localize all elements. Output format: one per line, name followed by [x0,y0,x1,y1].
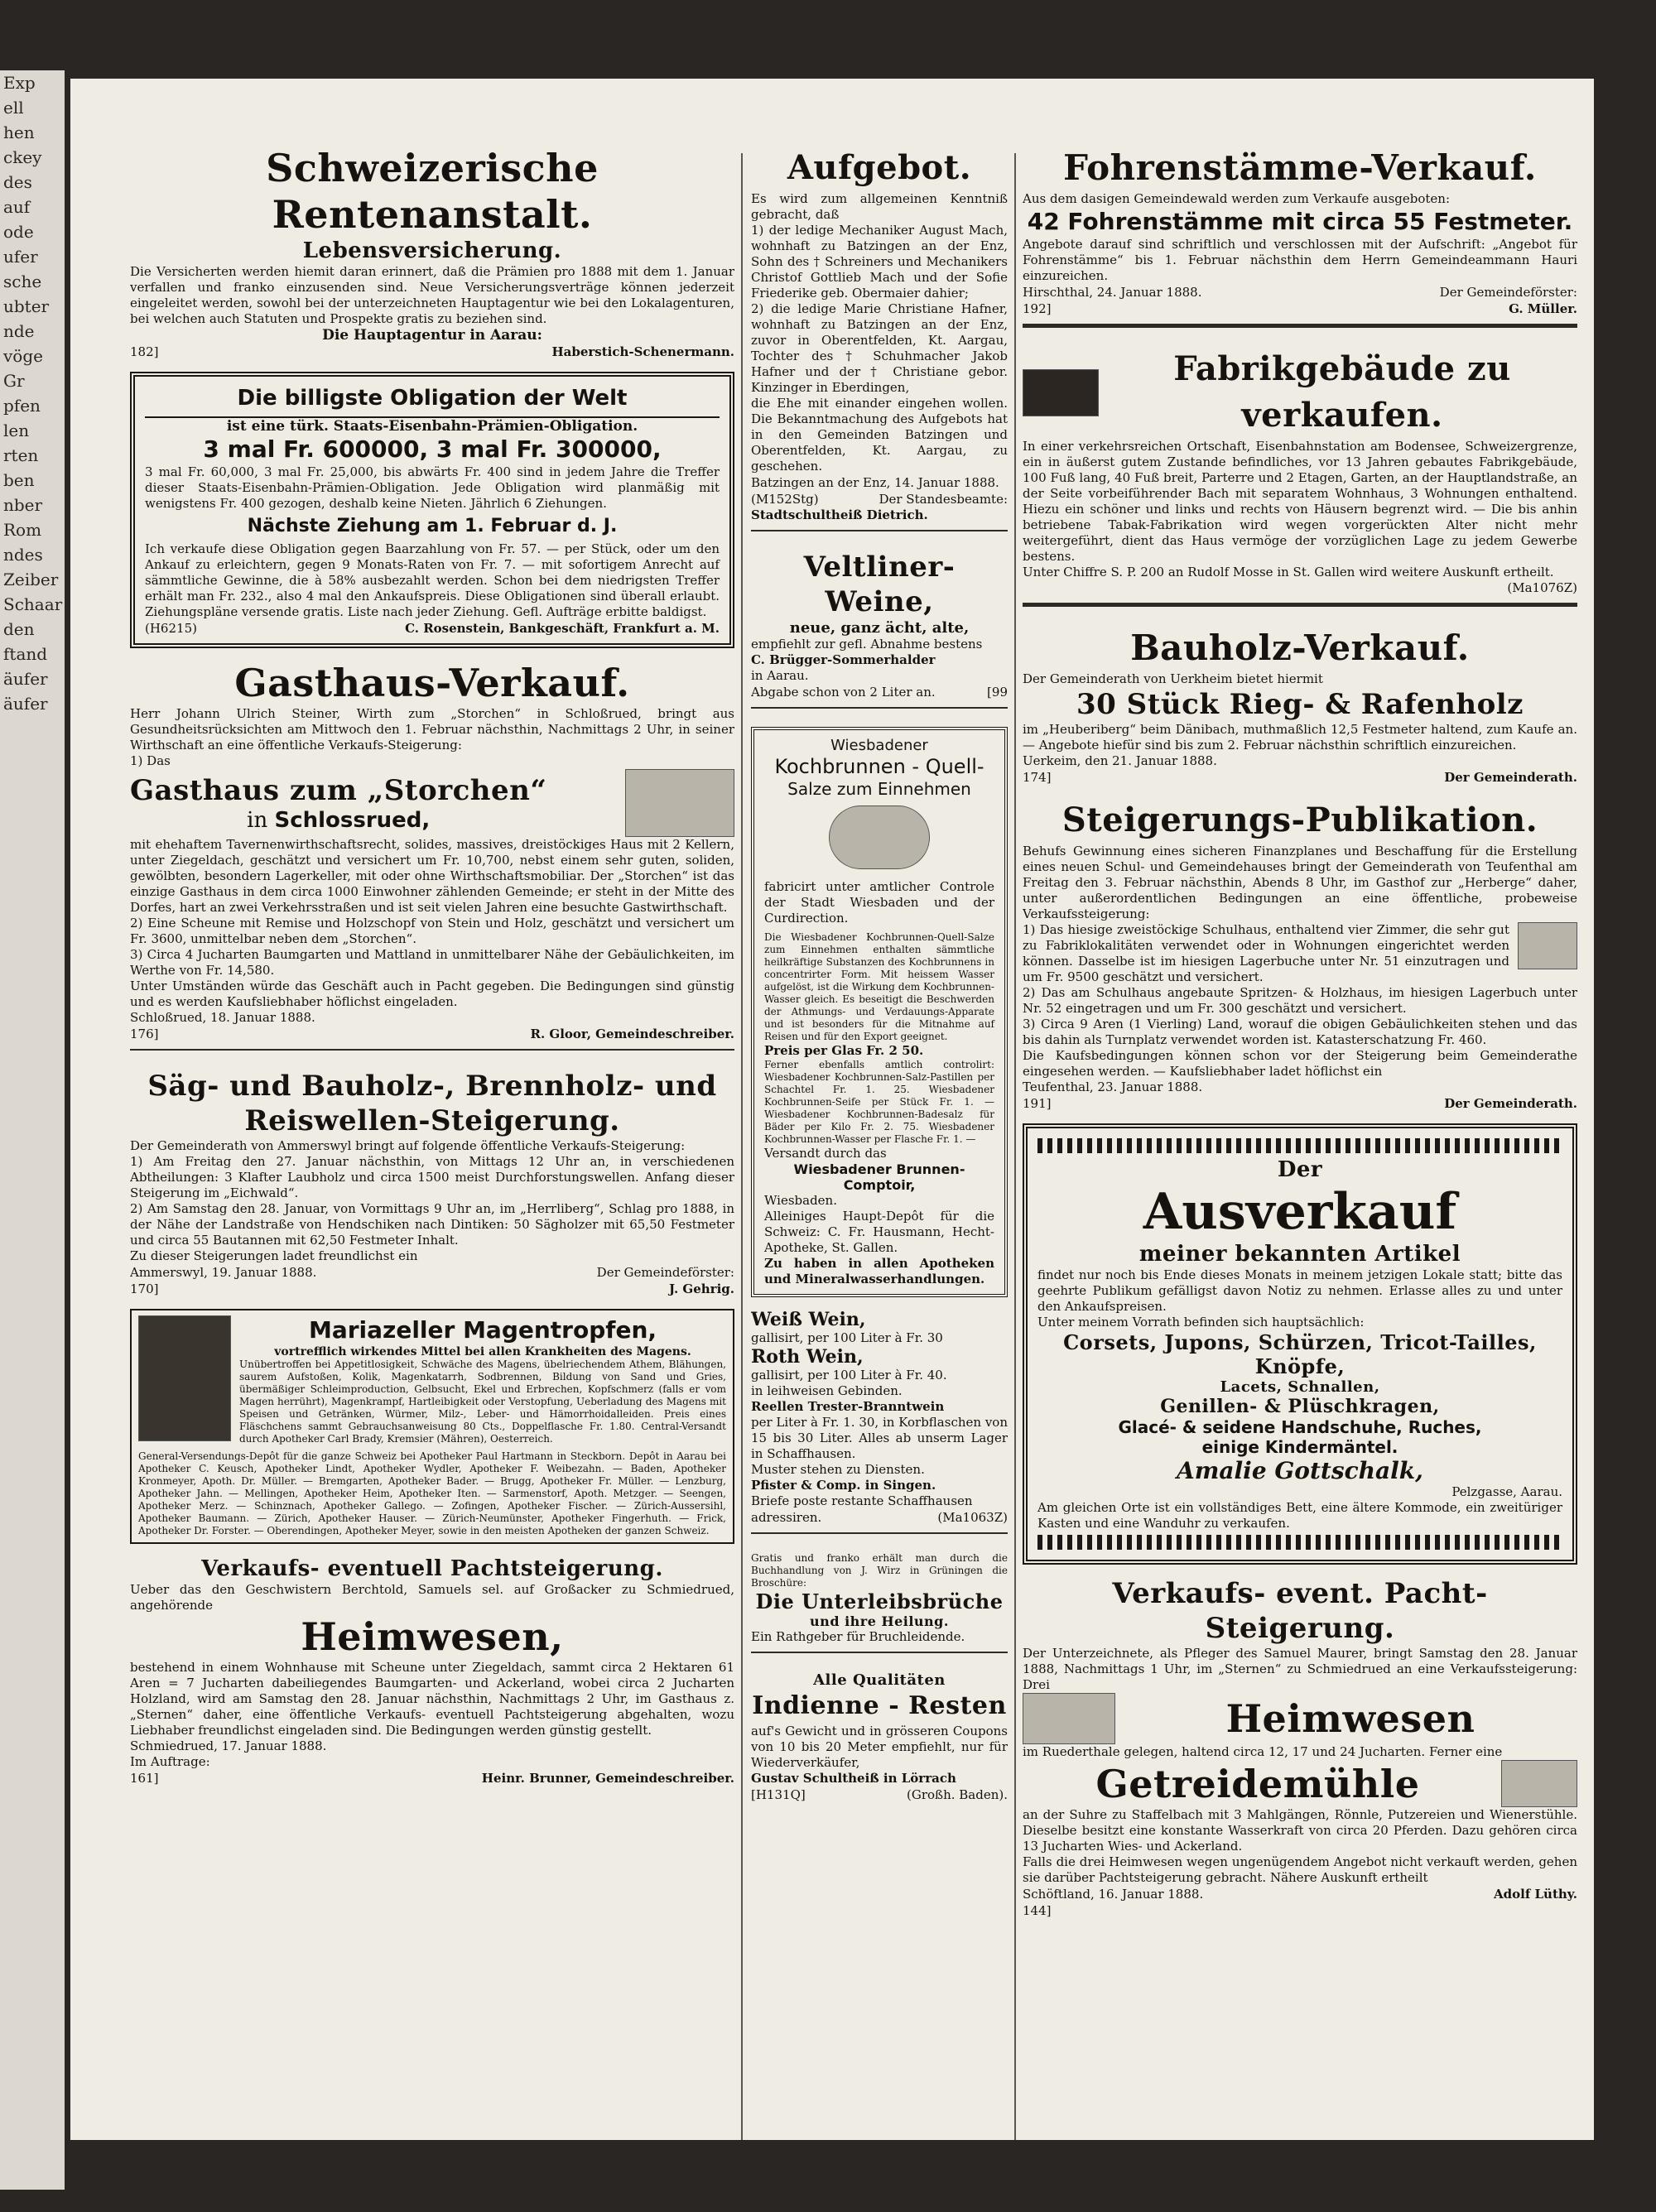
ad-steigerung [1023,797,1577,1112]
depot-list: General-Versendungs-Depôt für die ganze Schweiz bei Apotheker Paul Hartmann in Steckborn. Depôt in Aarau bei Apotheker C. Keusch, Apotheker Lindt, Apotheker Wydler, Apotheker F. Weibezahn. — Baden, Apotheker Kronmeyer, Apoth. Dr. Müller. — Bremgarten, Apotheker Bader. — Brugg, Apotheker Fr. Müller. — Lenzburg, Apotheker Jahn. — Mellingen, Apotheker Heim, Apotheker Iten. — Sarmenstorf, Apoth. Metzger. — Seengen, Apotheker Merz. — Schinznach, Apotheker Gallego. — Zofingen, Apotheker Fischer. — Zürich-Aussersihl, Apotheker Baumann. — Zürich, Apotheker Hauser. — Zürich-Neumünster, Apotheker Fingerhuth. — Frick, Apotheker Dr. Forster. — Oberendingen, Apotheker Meyer, sowie in den meisten Apotheken der ganzen Schweiz. [138,1450,726,1536]
samples: Muster stehen zu Diensten. [751,1462,925,1477]
white-wine-price: gallisirt, per 100 Liter à Fr. 30 [751,1330,943,1345]
ad-date: Schloßrued, 18. Januar 1888. [130,1010,315,1025]
divider [751,707,1008,709]
ad-date: Schöftland, 16. Januar 1888. [1023,1887,1204,1902]
ad-title: Mariazeller Magentropfen, [308,1316,657,1344]
mill-illustration [1501,1760,1577,1807]
ad-date: Ammerswyl, 19. Januar 1888. [130,1265,317,1280]
ad-pacht [1023,1576,1577,1919]
stock-items-3: Genillen- & Plüschkragen, [1160,1396,1440,1417]
depot: Alleiniges Haupt-Depôt für die Schweiz: C. Fr. Hausmann, Hecht-Apotheke, St. Gallen. [764,1209,994,1255]
ad-number: 182] [130,344,159,359]
ad-tail: Falls die drei Heimwesen wegen ungenügendem Angebot nicht verkauft werden, gehen sie darüber Pachtsteigerung gebracht. Nähere Auskunft ertheilt [1023,1854,1577,1885]
ad-ausverkauf [1023,1123,1577,1565]
firm-address: Pelzgasse, Aarau. [1451,1484,1562,1499]
item-3: 3) Circa 4 Jucharten Baumgarten und Mattland in unmittelbarer Nähe der Gebäulichkeiten, im Werthe von Fr. 14,580. [130,947,734,978]
ad-number: (H6215) [145,621,197,636]
strip-line: ell [3,98,24,118]
divider [751,1532,1008,1534]
stock-items-4: Glacé- & seidene Handschuhe, Ruches, [1118,1417,1482,1437]
ad-title: Ausverkauf [1143,1183,1457,1241]
ad-intro: Behufs Gewinnung eines sicheren Finanzplanes und Beschaffung für die Erstellung eines neuen Schul- und Gemeindehauses bringt der Gemeinderath von Teufenthal am Freitag den 3. Februar nächsthin, Abends 8 Uhr, im Gasthof zur „Herberge“ daher, unter außerordentlichen Bedingungen an eine öffentliche, probeweise Verkaufssteigerung: [1023,844,1577,921]
firm-name: Gustav Schultheiß in Lörrach [751,1771,956,1786]
divider [1023,324,1577,328]
ad-number: (Ma1063Z) [937,1510,1008,1525]
strip-line: ubter [3,296,50,316]
ad-title: Aufgebot. [787,148,972,187]
ad-body: Die Wiesbadener Kochbrunnen-Quell-Salze zum Einnehmen enthalten sämmtliche heilkräftige Substanzen des Kochbrunnens in concentrirter Form. Mit heissem Wasser aufgelöst, ist die Wirkung dem Kochbrunnen-Wasser gleich. Es beseitigt die Beschwerden der Athmungs- und Verdauungs-Apparate und ist besonders für die Mitnahme auf Reisen und für den Export geeignet. [764,931,994,1042]
ad-rentenanstalt [130,145,734,360]
ad-saegholz [130,1069,734,1297]
ad-intro: ist eine türk. Staats-Eisenbahn-Prämien-Obligation. [226,418,638,435]
ad-subtitle: vortrefflich wirkendes Mittel bei allen Krankheiten des Magens. [274,1345,691,1358]
item-1: 1) Das hiesige zweistöckige Schulhaus, enthaltend vier Zimmer, die sehr gut zu Fabriklokalitäten verwendet oder in Wohnungen eingerichtet werden können. Dasselbe ist im hiesigen Lagerbuche unter Nr. 51 einzutragen und um Fr. 9500 geschätzt und versichert. [1023,922,1509,984]
strip-line: Zeiber [3,570,59,589]
ad-fabrik [1023,346,1577,613]
adjacent-page-strip [0,70,65,2190]
ad-date: Hirschthal, 24. Januar 1888. [1023,285,1202,300]
ad-body: In einer verkehrsreichen Ortschaft, Eisenbahnstation am Bodensee, Schweizergrenze, ein in äußerst gutem Zustande befindliches, vor 13 Jahren gebautes Fabrikgebäude, 100 Fuß lang, 40 Fuß breit, Parterre und 2 Etagen, Garten, an der Hauptlandstraße, an der Seite vorbeiführender Bach mit separatem Wohnhaus, 3 Wohnungen enthaltend. Hiezu ein schöner und links und rechts von Häusern begrenzt wird. — Die bis anhin betriebene Tabak-Fabrikation wird wegen vorgerückten Alter nicht mehr weitergeführt, dient das Haus vermöge der vorzüglichen Lage zu jedem Gewerbe bestens. [1023,439,1577,564]
border-ornament [1037,1535,1562,1550]
item-1: 1) Am Freitag den 27. Januar nächsthin, von Mittags 12 Uhr an, in verschiedenen Abtheilungen: 3 Klafter Laubholz und circa 1500 meist Durchforstungswellen. Anfang dieser Steigerung im „Eichwald“. [130,1154,734,1200]
ad-body: Unübertroffen bei Appetitlosigkeit, Schwäche des Magens, übelriechendem Athem, Blähungen, saurem Aufstoßen, Kolik, Magenkatarrh, Sodbrennen, Bildung von Sand und Gries, übermäßiger Schleimproduction, Gelbsucht, Ekel und Erbrechen, Kopfschmerz (falls er vom Magen herrührt), Magenkrampf, Hartleibigkeit oder Verstopfung, Ueberladung des Magens mit Speisen und Getränken, Würmer, Milz-, Leber- und Hämorrhoidalleiden. Preis eines Fläschchens sammt Gebrauchsanweisung 80 Cts., Doppelflasche Fr. 1.80. Central-Versandt durch Apotheker Carl Brady, Kremsier (Mähren), Oesterreich. [239,1358,726,1445]
factory-icon [1023,369,1099,416]
white-wine: Weiß Wein, [751,1309,866,1330]
column-middle [751,145,1008,1815]
ad-highlight: 42 Fohrenstämme mit circa 55 Festmeter. [1027,208,1573,235]
ad-number: 174] [1023,770,1052,785]
item-1: 1) der ledige Mechaniker August Mach, wohnhaft zu Batzingen an der Enz, Sohn des † Schreiners und Mechanikers Christof Gottlieb Mach und der Sofie Friederike geb. Obermaier dahier; [751,223,1008,301]
signer: J. Gehrig. [669,1282,734,1296]
ad-intro: Der Unterzeichnete, als Pfleger des Samuel Maurer, bringt Samstag den 28. Januar 1888, Nachmittags 1 Uhr, im „Sternen“ zu Schmiedrued an eine Verkaufssteigerung: Drei [1023,1646,1577,1692]
strip-line: vöge [3,346,43,366]
coat-of-arms-emblem [829,805,930,869]
ad-title: Die Unterleibsbrüche [755,1589,1004,1613]
divider [130,1049,734,1051]
ad-number: [H131Q] [751,1787,806,1802]
column-left [130,145,734,1798]
ad-title: Die billigste Obligation der Welt [145,383,720,418]
border-ornament [1037,1138,1562,1153]
item-2: 2) die ledige Marie Christiane Hafner, wohnhaft zu Batzingen an der Enz, zuvor in Oberentfelden, Kt. Aargau, Tochter des † Schuhmacher Jakob Hafner und der † Christiane gebor. Kinzinger in Eberdingen, [751,301,1008,395]
ad-body: Die Versicherten werden hiemit daran erinnert, daß die Prämien pro 1888 mit dem 1. Januar verfallen und franko einzusenden sind. Neue Versicherungsverträge können jederzeit eingeleitet werden, sowohl bei der unterzeichneten Hauptagentur wie bei den Lokalagenturen, bei welchen auch Statuten und Prospekte gratis zu beziehen sind. [130,264,734,326]
ad-date: Teufenthal, 23. Januar 1888. [1023,1080,1203,1094]
ad-wein [751,1309,1008,1541]
column-rule [1014,153,1016,2140]
ad-weine [751,550,1008,715]
brandy-details: per Liter à Fr. 1. 30, in Korbflaschen von 15 bis 30 Liter. Alles ab unserm Lager in Schaffhausen. [751,1415,1008,1461]
item-2: 2) Eine Scheune mit Remise und Holzschopf von Stein und Holz, geschätzt und versichert um Fr. 3600, unmittelbar neben dem „Storchen“. [130,916,734,946]
strip-line: pfen [3,396,41,416]
ad-subtitle: Salze zum Einnehmen [787,779,971,799]
newspaper-page [70,79,1594,2140]
divider [1023,603,1577,607]
column-rule [741,153,743,2140]
ad-title: Fabrikgebäude zu verkaufen. [1173,349,1511,435]
column-right [1023,145,1577,1931]
strip-line: ode [3,222,34,242]
ad-fohren [1023,145,1577,334]
strip-line: len [3,421,30,440]
strip-line: ufer [3,247,38,267]
strip-line: ckey [3,147,42,167]
signer: G. Müller. [1509,301,1577,316]
ad-number: 161] [130,1771,159,1786]
stock-items-2: Lacets, Schnallen, [1220,1378,1380,1396]
divider [751,530,1008,531]
building-illustration [625,769,734,837]
ad-title: Schweizerische Rentenanstalt. [266,146,599,237]
property-name: Heimwesen [1225,1696,1475,1741]
stock-items-1: Corsets, Jupons, Schürzen, Tricot-Tailles, Knöpfe, [1063,1330,1537,1378]
signer-role: Der Gemeindeförster: [1439,285,1577,300]
ad-control: fabricirt unter amtlicher Controle der Stadt Wiesbaden und der Curdirection. [764,879,994,926]
ad-title: Veltliner-Weine, [803,551,956,618]
ad-intro: Gratis und franko erhält man durch die Buchhandlung von J. Wirz in Grüningen die Broschüre: [751,1552,1008,1589]
ad-body: mit ehehaftem Tavernenwirthschaftsrecht, solides, massives, dreistöckiges Haus mit 2 Kellern, unter Ziegeldach, geschätzt und versichert um Fr. 10,700, nebst einem sehr guten, soliden, gewölbten, besondern Lagerkeller, mit oder ohne Wirthschaftsmobiliar. Der „Storchen“ ist das einzige Gasthaus in dem circa 1000 Einwohner zählenden Gemeinde; er steht in der Mitte des Dorfes, hart an zwei Verkehrsstraßen und ist seit vielen Jahren eine besuchte Gastwirthschaft. [130,837,734,915]
ad-title: Säg- und Bauholz-, Brennholz- und [147,1070,717,1103]
signer: Heinr. Brunner, Gemeindeschreiber. [481,1771,734,1786]
brandy: Reellen Trester-Branntwein [751,1399,945,1414]
comptoir: Wiesbadener Brunnen-Comptoir, [793,1161,965,1193]
ad-intro: Ueber das den Geschwistern Berchtold, Samuels sel. auf Großacker zu Schmiedrued, angehörende [130,1582,734,1613]
strip-line: ftand [3,644,48,664]
place-prefix: in [247,808,268,833]
commission-label: Im Auftrage: [130,1754,210,1769]
strip-line: den [3,619,35,639]
strip-line: auf [3,197,31,217]
stock-intro: Unter meinem Vorrath befinden sich hauptsächlich: [1037,1315,1365,1330]
barrels: in leihweisen Gebinden. [751,1383,903,1398]
ad-obligation [130,372,734,648]
farmhouse-illustration [1023,1693,1115,1744]
ad-tail: Zu dieser Steigerungen ladet freundlichst ein [130,1248,418,1263]
ad-unterleib [751,1552,1008,1660]
ad-intro: Es wird zum allgemeinen Kenntniß gebracht, daß [751,191,1008,222]
firm-name: C. Rosenstein, Bankgeschäft, Frankfurt a. M. [405,621,720,636]
strip-line: Exp [3,73,36,93]
ad-number: (Ma1076Z) [1507,580,1577,595]
signer: Adolf Lüthy. [1493,1887,1577,1902]
strip-line: Rom [3,520,42,540]
ad-more: Ferner ebenfalls amtlich controlirt: Wiesbadener Kochbrunnen-Salz-Pastillen per Schachtel Fr. 1. 25. Wiesbadener Kochbrunnen-Seife per Stück Fr. 1. — Wiesbadener Kochbrunnen-Badesalz für Bäder per Kilo Fr. 2. 75. Wiesbadener Kochbrunnen-Wasser per Flasche Fr. 1. — [764,1059,994,1145]
firm-name: C. Brügger-Sommerhalder [751,652,936,667]
ad-body: Ich verkaufe diese Obligation gegen Baarzahlung von Fr. 57. — per Stück, oder um den Ankauf zu erleichtern, gegen 9 Monats-Raten von Fr. 7. — mit sofortigem Anrecht auf sämmtliche Gewinne, die à 58% ausbezahlt werden. Schon bei dem niedrigsten Treffer erhält man Fr. 232., also 4 mal den Ankaufspreis. Diese Obligationen sind überall erlaubt. Ziehungspläne versende gratis. Liste nach jeder Ziehung. Gefl. Aufträge erbitte baldigst. [145,541,720,619]
firm-place: (Großh. Baden). [907,1787,1008,1802]
signer-role: Der Gemeindeförster: [596,1265,734,1280]
ad-tail: Die Kaufsbedingungen können schon vor der Steigerung beim Gemeinderathe eingesehen werden. — Kaufsliebhaber ladet höflichst ein [1023,1048,1577,1079]
gasthaus-name: Gasthaus zum „Storchen“ [130,774,547,807]
stock-items-5: einige Kindermäntel. [1201,1437,1398,1457]
signer-role: Der Standesbeamte: [879,492,1008,507]
ad-title: Verkaufs- eventuell Pachtsteigerung. [201,1556,663,1581]
strip-line: hen [3,123,35,142]
ad-date: Schmiedrued, 17. Januar 1888. [130,1738,327,1753]
signer: Stadtschultheiß Dietrich. [751,507,928,522]
strip-line: sche [3,272,42,291]
ad-indienne [751,1671,1008,1803]
ad-intro: Der Gemeinderath von Ammerswyl bringt auf folgende öffentliche Verkaufs-Steigerung: [130,1138,686,1153]
firm-name: Pfister & Comp. in Singen. [751,1478,936,1493]
ad-body: auf's Gewicht und in grösseren Coupons von 10 bis 20 Meter empfiehlt, nur für Wiederverkäufer, [751,1724,1008,1770]
ad-pre: Alle Qualitäten [813,1671,946,1689]
ad-date: Batzingen an der Enz, 14. Januar 1888. [751,475,999,490]
ad-highlight: 30 Stück Rieg- & Rafenholz [1076,688,1524,721]
ad-title: Gasthaus-Verkauf. [234,661,630,705]
ad-top: Wiesbadener [830,737,928,754]
strip-line: Gr [3,371,25,391]
item-number: 1) Das [130,753,171,768]
signer: R. Gloor, Gemeindeschreiber. [530,1027,734,1041]
ad-offer: Unter Chiffre S. P. 200 an Rudolf Mosse in St. Gallen wird weitere Auskunft ertheilt. [1023,565,1554,579]
wine-quality: neue, ganz ächt, alte, [789,619,970,637]
ad-intro: Der Gemeinderath von Uerkheim bietet hiermit [1023,671,1323,686]
ad-number: (M152Stg) [751,492,819,507]
ad-number: 170] [130,1282,159,1296]
strip-line: nber [3,495,43,515]
ad-body: findet nur noch bis Ende dieses Monats in meinem jetzigen Lokale statt; bitte das geehrte Publikum gefälligst davon Notiz zu nehmen. Erlasse alles zu und unter den Ankaufspreisen. [1037,1267,1562,1314]
next-draw: Nächste Ziehung am 1. Februar d. J. [247,516,618,536]
firm-name: Amalie Gottschalk, [1177,1457,1423,1484]
ad-subtitle: meiner bekannten Artikel [1138,1242,1461,1267]
ad-number: 144] [1023,1903,1052,1918]
church-illustration [138,1315,231,1441]
ad-number: [99 [987,685,1008,700]
address-2: adressiren. [751,1510,822,1525]
strip-line: äufer [3,669,48,689]
item-2: 2) Das am Schulhaus angebaute Spritzen- & Holzhaus, im hiesigen Lagerbuch unter Nr. 52 eingetragen und um Fr. 300 geschätzt und versichert. [1023,985,1577,1016]
address: Briefe poste restante Schaffhausen [751,1493,973,1508]
ad-title: Bauholz-Verkauf. [1130,628,1470,668]
mill-name: Getreidemühle [1095,1761,1420,1806]
agency-label: Die Hauptagentur in Aarau: [322,327,542,344]
ad-title: Indienne - Resten [752,1691,1007,1720]
ad-gasthaus [130,660,734,1057]
ad-body: Angebote darauf sind schriftlich und verschlossen mit der Aufschrift: „Angebot für Fohrenstämme“ bis 1. Februar nächsthin dem Herrn Gemeindeammann Hauri einzureichen. [1023,237,1577,283]
red-wine-price: gallisirt, per 100 Liter à Fr. 40. [751,1368,947,1382]
city: Wiesbaden. [764,1193,837,1208]
ad-note: Abgabe schon von 2 Liter an. [751,685,936,700]
strip-line: rten [3,445,39,465]
ad-body: die Ehe mit einander eingehen wollen. Die Bekanntmachung des Aufgebots hat in den Gemeinden Batzingen und Oberentfelden, Kt. Aargau, zu geschehen. [751,396,1008,474]
red-wine: Roth Wein, [751,1346,864,1368]
ad-body: bestehend in einem Wohnhause mit Scheune unter Ziegeldach, sammt circa 2 Hektaren 61 Aren = 7 Jucharten dabeiliegendes Baumgarten- und Ackerland, wobei circa 2 Jucharten Holzland, wird am Samstag den 28. Januar nächsthin, Nachmittags 2 Uhr, im Gasthaus z. „Sternen“ daher, eine öffentliche Verkaufs- eventuell Pachtsteigerung abgehalten, wozu Liebhaber freundlichst eingeladen sind. Die Bedingungen werden günstig gestellt. [130,1660,734,1738]
ad-body: im Ruederthale gelegen, haltend circa 12, 17 und 24 Jucharten. Ferner eine [1023,1744,1503,1759]
ad-intro: Herr Johann Ulrich Steiner, Wirth zum „Storchen“ in Schloßrued, bringt aus Gesundheitsrücksichten am Mittwoch den 1. Februar nächsthin, Nachmittags 2 Uhr, in seiner Wirthschaft an eine öffentliche Verkaufs-Steigerung: [130,706,734,753]
availability: Zu haben in allen Apotheken und Mineralwasserhandlungen. [764,1256,994,1286]
ad-price: Preis per Glas Fr. 2 50. [764,1043,924,1058]
place-name: Schlossrued, [274,808,431,833]
ad-mariazell [130,1309,734,1544]
divider [751,1652,1008,1653]
ad-body: empfiehlt zur gefl. Abnahme bestens [751,637,983,652]
ad-bauholz [1023,625,1577,786]
firm-place: in Aarau. [751,668,809,683]
property-name: Heimwesen, [301,1614,564,1659]
agency-name: Haberstich-Schenermann. [551,344,734,359]
ad-body: im „Heuberiberg“ beim Dänibach, muthmaßlich 12,5 Festmeter haltend, zum Kaufe an. — Angebote hiefür sind bis zum 2. Februar nächsthin schriftlich einzureichen. [1023,722,1577,753]
ad-tail: Unter Umständen würde das Geschäft auch in Pacht gegeben. Die Bedingungen sind günstig und es werden Kaufsliebhaber höflichst eingeladen. [130,979,734,1009]
ad-title: Steigerungs-Publikation. [1061,801,1538,839]
ad-aufgebot [751,145,1008,538]
ad-title: Kochbrunnen - Quell- [774,755,984,778]
ad-title: Verkaufs- event. Pacht-Steigerung. [1112,1577,1488,1645]
ad-kochbrunnen [751,727,1008,1297]
item-3: 3) Circa 9 Aren (1 Vierling) Land, worauf die obigen Gebäulichkeiten stehen und das bis dahin als Turnplatz verwendet worden ist. Katasterschatzung Fr. 460. [1023,1017,1577,1047]
ad-subtitle: Lebensversicherung. [302,238,562,263]
ad-date: Uerkeim, den 21. Januar 1888. [1023,753,1217,768]
sent-by: Versandt durch das [764,1146,887,1161]
schoolhouse-illustration [1518,922,1577,969]
prize-details: 3 mal Fr. 60,000, 3 mal Fr. 25,000, bis abwärts Fr. 400 sind in jedem Jahre die Treffer dieser Staats-Eisenbahn-Prämien-Obligation. Jede Obligation wird planmäßig mit wenigstens Fr. 400 gezogen, deshalb keine Nieten. Jährlich 6 Ziehungen. [145,464,720,511]
strip-line: nde [3,321,35,341]
ad-intro: Aus dem dasigen Gemeindewald werden zum Verkaufe ausgeboten: [1023,191,1450,206]
item-2: 2) Am Samstag den 28. Januar, von Vormittags 9 Uhr an, im „Herrliberg“, Schlag pro 1888, in der Nähe der Landstraße von Hendschiken nach Dintiken: 50 Sägholzer mit 65,50 Festmeter und circa 55 Bautannen mit 62,50 Festmeter Inhalt. [130,1201,734,1248]
ad-heimwesen [130,1556,734,1786]
signer: Der Gemeinderath. [1444,1096,1577,1111]
ad-number: 191] [1023,1096,1052,1111]
strip-line: ben [3,470,35,490]
ad-note: Am gleichen Orte ist ein vollständiges Bett, eine ältere Kommode, ein zweitüriger Kasten und eine Wanduhr zu verkaufen. [1037,1500,1562,1531]
ad-body-2: an der Suhre zu Staffelbach mit 3 Mahlgängen, Rönnle, Putzereien und Wienerstühle. Dieselbe besitzt eine konstante Wasserkraft von circa 20 Pferden. Dazu gehören circa 13 Jucharten Wies- und Ackerland. [1023,1807,1577,1854]
ad-subtitle: und ihre Heilung. [810,1613,949,1629]
ad-desc: Ein Rathgeber für Bruchleidende. [751,1629,965,1644]
strip-line: ndes [3,545,43,565]
ad-der: Der [1277,1157,1323,1182]
ad-number: 192] [1023,301,1052,316]
prize-line: 3 mal Fr. 600000, 3 mal Fr. 300000, [203,435,662,463]
strip-line: Schaar [3,594,63,614]
ad-title-2: Reiswellen-Steigerung. [244,1104,620,1137]
signer: Der Gemeinderath. [1444,770,1577,785]
ad-title: Fohrenstämme-Verkauf. [1063,147,1537,188]
ad-number: 176] [130,1027,159,1041]
strip-line: äufer [3,694,48,714]
strip-line: des [3,172,32,192]
